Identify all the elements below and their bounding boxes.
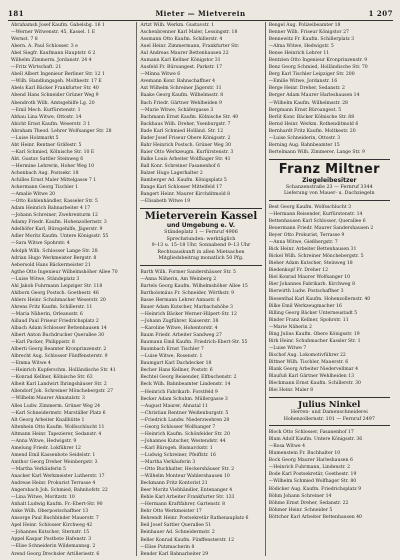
directory-entry: Anhalt Ludwig Kaufm. Fr.-Ebert-Str. 90: [11, 502, 103, 508]
directory-entry: —Karoline Witwe, Hohentorstr. 4: [140, 326, 218, 332]
directory-entry: Abern. A. Paul Schlosser. 3 e: [11, 44, 78, 50]
directory-entry: Berge Heinr. Dreher, Sedanstr. 2: [268, 86, 345, 92]
directory-entry: Bamberger Ad. Kaufm. Königsplatz 5: [140, 178, 227, 184]
ad-title: Mieterverein Kassel: [144, 211, 258, 223]
directory-entry: —Otto Buchhalter, Heckershäuser Str. 2: [140, 467, 235, 473]
directory-entry: Allendorf Joh. Schreiner Mönchebergstr. 27: [11, 389, 114, 395]
directory-entry: Albert Anton Buchdrucker Querallee 30: [11, 333, 105, 339]
directory-entry: Benz Georg Schmied, Holländische Str. 70: [268, 65, 368, 71]
directory-entry: —Emilie Witwe, Jordanstr. 16: [268, 79, 338, 85]
directory-entry: —Emma Witwe 4: [11, 361, 51, 367]
directory-entry: Abend Hans Schneider Grüner Weg 9: [11, 93, 99, 99]
directory-entry: —Heinrich Kupferschm. Holländische Str. 41: [11, 368, 116, 374]
directory-entry: Bergmann Ernst Büroangest. 5: [268, 107, 342, 113]
directory-entry: Ansorge Paul Buchbinder Mauerstr. 7: [11, 516, 99, 522]
directory-entry: Ball Konr. Schreiner Fasanenhof 6: [140, 163, 221, 169]
directory-entry: Abicht Ernst Kaufm. Weserstr. 3 1: [11, 121, 91, 127]
directory-entry: —Luise Holzmarkt 5: [11, 135, 59, 141]
directory-entry: —Wilhelm Monteur Wahlershausen 10: [140, 474, 230, 480]
directory-entry: Bock Georg Maurer Harleshausen 6: [268, 458, 353, 464]
directory-entry: Blei Heinr. Maler 8: [268, 388, 314, 394]
directory-entry: Ahlers Heinr. Schuhmacher Weserstr. 20: [11, 297, 106, 303]
directory-entry: —Luise Witwe, Ständeplatz 3: [11, 276, 80, 282]
directory-entry: Bernhardt Fritz Kaufm. Moltkestr. 20: [268, 128, 356, 134]
directory-entry: Agthe Otto Ingenieur Wilhelmshöher Allee 70: [11, 269, 118, 275]
directory-entry: Bödicker Aug. Kaufm. Friedrichsplatz 9: [268, 486, 362, 492]
directory-entry: —Luise Witwe, Rosenstr. 1: [140, 354, 203, 360]
directory-entry: —Minna Witwe 6: [140, 72, 181, 78]
directory-entry: —Heinrich Kaufm. Schönfelder Str. 20: [140, 431, 230, 437]
directory-entry: —Anna Näherin, Am Weinberg 2: [140, 276, 217, 282]
directory-entry: Böhmer Heinr. Schneider 5: [268, 507, 333, 513]
directory-entry: Binder Franz Kellner, Spohrstr. 11: [268, 317, 349, 323]
miltner-ad: [269, 159, 390, 201]
directory-entry: Wilhelm Zimmerm. Jordanstr. 24 4: [11, 58, 92, 64]
directory-entry: Bentzien Otto Ingenieur Kronprinzenstr. 9: [268, 58, 368, 64]
directory-entry: Bode Karl Postsekretär, Goethestr. 19: [268, 472, 357, 478]
directory-entry: —Karl Schneidermstr. Marställer Platz 6: [11, 410, 106, 416]
directory-entry: Blum Adolf Kaufm. Untere Königsstr. 36: [268, 437, 363, 443]
directory-entry: Bach Friedr. Gärtner Wehlheiden 9: [140, 100, 222, 106]
page-number: 181: [8, 9, 25, 18]
directory-entry: Bartholomäus Fr. Schneider, Wörthstr. 9: [140, 290, 235, 296]
directory-entry: —Fritz Wirtschaft. 21: [11, 65, 62, 71]
directory-entry: Berning Aug. Bahnbeamter 15: [268, 142, 340, 148]
directory-entry: —Heinrich Bäcker Werner-Hilpert-Str. 12: [140, 312, 237, 317]
directory-entry: Achilles Ernst Maler Mittelgasse 7 1: [11, 178, 97, 184]
directory-entry: Baier Otto Werkzeugm. Kurfürstenstr. 3: [140, 149, 234, 155]
directory-entry: Baumgart Karl Dachdecker 18: [140, 361, 212, 367]
directory-entry: Auel Heinr. Zimmermann, Frankfurter Str.: [140, 44, 240, 50]
directory-entry: Becker Adam Schuhm. Müllergasse 3: [140, 396, 228, 402]
directory-entry: —Karl Schmied, Kölnische Str. 10 E: [11, 149, 95, 155]
directory-entry: Bauer Adam Kutscher, Marbachshöhe 3: [140, 304, 233, 310]
directory-entry: Balke Louis Arbeiter Wolfhager Str. 41: [140, 156, 231, 162]
directory-entry: Baumbach Ernst Tischler 7: [140, 347, 204, 353]
directory-entry: Bettenhausen Karl Schlosser, Querallee 6: [268, 218, 366, 224]
directory-entry: Bieber Adam Kutscher, Steinweg 18: [268, 261, 353, 267]
columns: [8, 22, 393, 556]
directory-entry: Block Otto Schlosser, Fasanenhof 17: [268, 430, 354, 436]
directory-entry: —Hermann Kraftfahrer, Gartenstr. 8: [140, 502, 225, 508]
directory-entry: Bier Johannes Fabrikarb. Kirchweg 8: [268, 282, 356, 288]
directory-entry: Biedenkopf Fr. Dreher 12: [268, 268, 329, 274]
directory-entry: Böhm Johann Schreiner 14: [268, 493, 332, 499]
directory-entry: Billing Georg Bäcker Unterneustadt 5: [268, 310, 358, 316]
directory-entry: Altenhein Otto Kaufm. Wolfsschlucht 11: [11, 424, 105, 430]
directory-entry: Abrahamsh Josef Kaufm. Gabelsbg. 16 1: [11, 23, 105, 28]
directory-entry: Behrendt Heinr. Postsekretär Rathenauplatz 6: [140, 516, 249, 522]
ad-line: Lieferung von Mauer- u. Dachziegeln: [283, 191, 375, 197]
directory-entry: Berger Adam Maurer Harleshausen 14: [268, 93, 360, 99]
directory-entry: —Werner Witwenstr. 45, Kassel. 1 E: [11, 30, 96, 36]
directory-entry: Beuermann Friedr. Maurer Sandershausen 2: [268, 226, 374, 232]
directory-entry: Bender Karl Bahnarbeiter 29: [140, 551, 209, 556]
ad-line: Herren- und Damenschneiderei: [290, 410, 368, 416]
directory-entry: Apel Heinr. Schlosser Kirchweg 42: [11, 523, 93, 529]
directory-entry: Bick Heinr. Arbeiter Bettenhausen 31: [268, 247, 357, 253]
ninkel-ad: [269, 397, 390, 426]
directory-entry: Bennewitz Fr. Kaufm. Schillerplatz 3: [268, 37, 355, 43]
directory-entry: Artzt Wilh. Werkm. Gustavstr. 1: [140, 23, 215, 28]
directory-entry: Anke Wilh. Oberpostschaffner 13: [11, 509, 89, 515]
directory-entry: —Johannes Kutscher, Sternstr. 15: [11, 530, 90, 536]
directory-entry: —Lina Witwe, Moritzstr. 10: [11, 495, 75, 501]
directory-entry: Abhau Lina Witwe, Ottostr. 14: [11, 114, 82, 120]
directory-entry: Best Georg Kaufm. Wolfsschlucht 3: [268, 204, 352, 210]
directory-entry: Bange Karl Schlosser Mittelfeld 17: [140, 185, 222, 191]
directory-entry: Aul Andreas Maurer Bettenhausen 22: [140, 51, 229, 57]
directory-entry: Bertelmann Wilh. Zimmerer, Lange Str. 9: [268, 149, 365, 155]
directory-entry: —Marie Witwe, Schäfergasse 3: [140, 107, 214, 113]
directory-entry: Baake Georg Kaufm. Wilhelmsstr. 8: [140, 93, 224, 99]
directory-entry: Bangert Heinr. Maurer Kirchditmold 8: [140, 192, 231, 198]
directory-entry: —Heinrich Fabrikarb. Forstfeld 9: [140, 389, 218, 395]
directory-entry: Amend Emil Kassenbote Seidelstr. 1: [11, 452, 96, 458]
directory-entry: —Georg Schlosser Wolfsanger 7: [140, 424, 216, 430]
directory-entry: Amthor Georg Dreher Weinbergstr. 3: [11, 459, 98, 465]
directory-entry: Bernd Heinr. Werkm. Rothenditmold 6: [268, 121, 359, 127]
directory-entry: Baum Friedr. Arbeiter Sandweg 27: [140, 333, 222, 339]
directory-entry: Baumann Emil Kaufm. Friedrich-Ebert-Str. 55: [140, 340, 248, 346]
directory-entry: —August Maurer, Ahnatal 11: [140, 403, 209, 409]
directory-entry: Behle Karl Arbeiter Frankfurter Str. 133: [140, 495, 235, 501]
directory-entry: Abt. Gustav Sattler Steinweg 6: [11, 156, 84, 162]
directory-entry: —Ludwig Schreiner, Pfeiffstr. 16: [140, 452, 216, 458]
directory-entry: Becher Hans Kellner, Poststr. 6: [140, 368, 213, 374]
directory-entry: Angersbach Joh. Schmied, Bahnhofstr. 22: [11, 488, 108, 494]
directory-entry: Arend Georg Drechsler Artilleriestr. 6: [11, 551, 100, 556]
directory-entry: Adolph Wilh. Schlosser Lange Str. 28: [11, 248, 98, 254]
directory-entry: —Anna Witwe, Hedwigstr. 9: [11, 438, 77, 444]
ad-line: Rechtsauskunft in allen Mietsachen: [157, 249, 245, 255]
directory-entry: Bartels Georg Kaufm. Wilhelmshöher Allee 15: [140, 283, 248, 289]
directory-entry: Aschenbrenner Karl Maler, Lessingstr. 18: [140, 30, 238, 36]
directory-entry: Bader Josef Friseur Obere Königsstr. 2: [140, 135, 231, 141]
directory-entry: Achenbach Aug. Postsekr. 18: [11, 170, 79, 176]
ad-line: Sprechstunden: werktäglich: [166, 236, 236, 242]
directory-entry: Albrecht Aug. Schlosser Fünffensterstr. 9: [11, 354, 108, 360]
directory-entry: —Luise Schneiderin, Ottostr. 3: [268, 135, 341, 141]
directory-entry: Aillaud Paul Friseur Friedrichsplatz 2: [11, 318, 99, 324]
directory-entry: —Emil Mech. Kurfürstenstr. 1: [11, 107, 81, 113]
directory-entry: —Rosa Witwe 4: [268, 444, 305, 450]
directory-entry: Adrian Hugo Werkmeister Bergstr. 8: [11, 255, 97, 261]
directory-entry: Bierwirth Ludw. Postschaffner 3: [268, 289, 344, 295]
directory-entry: —Otto Kohlenhändler, Kasseler Str. 5: [11, 199, 98, 205]
directory-entry: Beyer Otto Prokurist, Terrasse 9: [268, 233, 345, 239]
directory-entry: Amelung Friedr. Lokführer 12: [11, 445, 81, 451]
ad-subtitle: Ziegeleibesitzer: [302, 176, 357, 184]
directory-entry: Anacker Karl Werkmeister Lutherstr. 17: [11, 474, 105, 479]
column-left: [8, 22, 136, 556]
directory-entry: Böhme Ernst Dreher, Sedanstr. 22: [268, 500, 349, 506]
directory-entry: Aumann Karl Kellner Königstor 31: [140, 58, 221, 64]
directory-entry: Bleckmann Ernst Kaufm. Schillerstr. 30: [268, 381, 361, 387]
directory-entry: —Johannes Kutscher, Westendstr. 44: [140, 438, 226, 444]
directory-entry: —Hermann Reisender, Kurfürstenstr. 14: [268, 211, 363, 217]
directory-entry: Adam Heinrich Bahnarbeiter 4 17: [11, 206, 91, 212]
ad-line: Hohenzollernstr. 101 — Fernruf 2497: [283, 416, 375, 422]
directory-entry: Abels Karl Bäcker Frankfurter Str. 40: [11, 86, 99, 92]
directory-entry: Ausfeld Fr. Büroangest. Parkstr. 17: [140, 65, 223, 71]
directory-entry: —Anna Witwe, Gießbergstr. 7: [268, 240, 338, 246]
directory-entry: Biesenthal Karl Kaufm. Hohenzollernstr. 40: [268, 296, 371, 302]
directory-entry: Bade Karl Schmied Holländ. Str. 12: [140, 128, 224, 134]
directory-entry: Alt Georg Arbeiter Knallhütte 1: [11, 417, 85, 423]
directory-entry: Blaufuß Karl Gärtner Wehlheiden 13: [268, 374, 354, 380]
directory-entry: Alles Ludw. Zimmerm. Grüner Weg 24: [11, 403, 101, 409]
directory-entry: —Marie Näherin 2: [268, 324, 312, 330]
directory-entry: —Martha Verkäuferin 3: [140, 459, 196, 465]
directory-entry: —Hermine Lehrerin, Hoher Weg 10: [11, 163, 95, 169]
directory-entry: —Martha Verkäuferin 5: [11, 466, 66, 472]
directory-entry: —Konrad Kellner, Kölnische Str. 63: [11, 375, 93, 381]
directory-entry: Appel Kaspar Postbote Hafenstr. 3: [11, 537, 92, 543]
directory-entry: Ackermann Georg Tischler 1: [11, 185, 78, 191]
directory-entry: Ahlborn Georg Postsch. Goethestr. 46: [11, 290, 99, 296]
directory-entry: —Heinrich Fuhrmann, Lindenstr. 2: [268, 465, 351, 471]
ad-line: 9–13 u. 15–18 Uhr, Sonnabend 9–13 Uhr: [151, 243, 251, 249]
directory-entry: Benner Wilh. Friseur Königstor 27: [268, 30, 349, 36]
directory-entry: —Wilhelm Maurer Ahnatalstr. 3: [11, 396, 85, 402]
directory-entry: Ahrens Fritz Kaufm. Schillerstr. 11: [11, 304, 93, 310]
directory-entry: —Alma Witwe, Hedwigstr. 5: [268, 44, 334, 50]
directory-entry: Assmann Otto Kaufm. Schillerstr. 4: [140, 37, 223, 43]
directory-entry: Böttcher Karl Arbeiter Bettenhausen 40: [268, 514, 362, 520]
directory-entry: —Johann Zugführer, Kaiserstr. 38: [140, 319, 219, 325]
directory-entry: Berg Karl Tischler Leipziger Str. 200: [268, 72, 355, 78]
directory-entry: —Karl Packer, Philippistr. 8: [11, 340, 75, 346]
directory-entry: —Karl Bürogeh. Bismarckstr. 1: [140, 445, 213, 451]
page-ref: 1 207: [368, 9, 393, 18]
directory-entry: Blumenstein Fr. Buchhalter 10: [268, 451, 341, 457]
directory-entry: —Amalie Witwe 20: [11, 192, 56, 198]
directory-entry: Altmann Heinr. Tapezierer, Sedanstr. 4: [11, 431, 102, 437]
directory-entry: —Luise Witwe 7: [268, 345, 307, 351]
directory-entry: Ahl Jakob Fuhrmann Leipziger Str. 118: [11, 283, 103, 289]
directory-entry: Bengel Aug. Polizeibeamter 18: [268, 23, 341, 28]
directory-entry: Blank Georg Arbeiter Niedervellmar 4: [268, 366, 359, 372]
ad-title: Julius Ninkel: [298, 400, 361, 411]
directory-entry: Biel Konrad Maurer Wolfsanger 10: [268, 275, 351, 281]
column-middle: [136, 22, 264, 556]
directory-entry: —Maria Näherin, Orleansstr. 6: [11, 311, 83, 317]
ad-subtitle: und Umgebung e. V.: [166, 222, 236, 230]
directory-entry: —Wilhelm Schmied Wolfhager Str. 80: [268, 479, 357, 485]
directory-entry: Alberti Georg Beamter Kronprinzenstr. 2: [11, 347, 107, 353]
directory-entry: Birk Heinr. Schuhmacher Kassler Str. 1: [268, 338, 361, 344]
directory-entry: Bachmann Ernst Kaufm. Kölnische Str. 40: [140, 114, 239, 120]
ad-title: Franz Miltner: [278, 161, 380, 177]
directory-entry: —Wilhelm Kaufm. Wilhelmsstr. 28: [268, 100, 348, 106]
directory-entry: Bittner Wilh. Tischler, Mauerstr. 6: [268, 359, 349, 365]
directory-entry: Beil Josef Sattler Querallee 51: [140, 523, 212, 529]
directory-entry: —Christian Rentner Weißenburgstr. 5: [140, 410, 229, 416]
directory-entry: Abendroth Wilh. Amtsgehilfe Lg. 20: [11, 100, 95, 106]
directory-entry: Abt Heinr. Rentner Gräfestr. 5: [11, 142, 82, 148]
directory-entry: Andreae Heinr. Prokurist Terrasse 4: [11, 481, 96, 487]
directory-entry: Bahr Heinrich Postsch. Grüner Weg 30: [140, 142, 232, 148]
directory-entry: Bickel Wilh. Schreiner Mönchebergstr. 5: [268, 254, 364, 260]
directory-entry: Alheit Karl Landwirt Ihringshäuser Str. 2: [11, 382, 107, 388]
directory-entry: —Elise Schneiderin Wildemannsg. 2: [11, 544, 96, 550]
directory-entry: Basse Hermann Lehrer Annastr. 6: [140, 297, 220, 303]
column-right: [265, 22, 393, 556]
directory-entry: —Wilh. Handlungsgeh. Moltkestr. 17 E: [11, 79, 102, 85]
directory-entry: Abraham Theod. Lehrer Wolfsanger Str. 28: [11, 128, 112, 134]
directory-entry: Backhaus Wilh. Dreher, Ysenburgstr. 7: [140, 121, 231, 127]
directory-entry: Behr Otto Werkmeister 17: [140, 509, 202, 515]
directory-entry: Avemann Konr. Bahnschaffner 4: [140, 79, 216, 85]
directory-entry: Bechtel Georg Reisender, Elfbuchenstr. 2: [140, 375, 237, 381]
directory-entry: Aebersold Hans Bäckermeister 21: [11, 262, 91, 268]
directory-entry: Bing Julius Kaufm. Obere Königsstr. 19: [268, 331, 360, 337]
ad-line: Ständeplatz 1 — Fernruf 4906: [164, 230, 238, 236]
directory-entry: Adler Moritz Kaufm. Untere Königsstr. 55: [11, 234, 109, 240]
directory-entry: Abell Albert Ingenieur Berliner Str. 12 1: [11, 72, 105, 78]
running-title: Mieter — Mietverein: [155, 9, 246, 18]
directory-entry: Albach Adam Schlosser Bettenhausen 14: [11, 326, 107, 332]
directory-entry: Beer Moritz Viehhändler, Entenanger 4: [140, 488, 233, 494]
directory-entry: Abel Siegfr. Kaufmann Hauptstr. 6 2: [11, 51, 96, 57]
directory-entry: Adamy Friedr. Kaufm. Hohenzollernstr. 3: [11, 220, 107, 226]
directory-entry: Beck Wilh. Bahnbeamter Lindenstr. 14: [140, 382, 231, 388]
directory-entry: Balzer Hugo Lagerhalter 2: [140, 170, 203, 176]
directory-entry: Barth Wilh. Former Sandershäuser Str. 5: [140, 269, 236, 275]
directory-entry: Adelhöfer Karl, Bürogehilfe, Jägerstr. 9: [11, 227, 103, 233]
directory-entry: Berlit Konr. Bäcker Kölnische Str. 88: [268, 114, 355, 120]
directory-entry: Bilke Emil Werkzeugmacher 16: [268, 303, 342, 309]
directory-entry: —Johann Schreiner, Zwehrenturm 12: [11, 213, 98, 219]
directory-entry: —Elise Putzmacherin 8: [140, 544, 195, 550]
ad-line: Mitgliedsbeitrag monatlich 50 Pfg.: [158, 256, 244, 262]
directory-entry: Beinhauer Ad. Schneidermstr. 2: [140, 530, 215, 536]
directory-entry: Bense Heinrich Lehrer 11: [268, 51, 330, 57]
directory-entry: Wernst. 7 8: [11, 37, 38, 43]
directory-entry: —Sara Witwe Spohrstr. 4: [11, 241, 70, 247]
directory-entry: Beller Konrad Kaufm. Fünffensterstr. 12: [140, 537, 235, 543]
directory-entry: —Friedrich Landw. Niederzwehren 28: [140, 417, 230, 423]
page-header: [8, 6, 393, 21]
ad-line: Schanzenstraße 23 — Fernruf 3344: [285, 184, 373, 190]
mieterverein-ad: [140, 208, 261, 266]
directory-entry: Beckmann Fritz Kontorist 21: [140, 481, 208, 487]
directory-entry: Axt Wilhelm Schreiner Jägerstr. 11: [140, 86, 222, 92]
directory-entry: Bischof Aug. Lokomotivführer 22: [268, 352, 346, 358]
directory-entry: —Elisabeth Witwe 19: [140, 199, 191, 205]
